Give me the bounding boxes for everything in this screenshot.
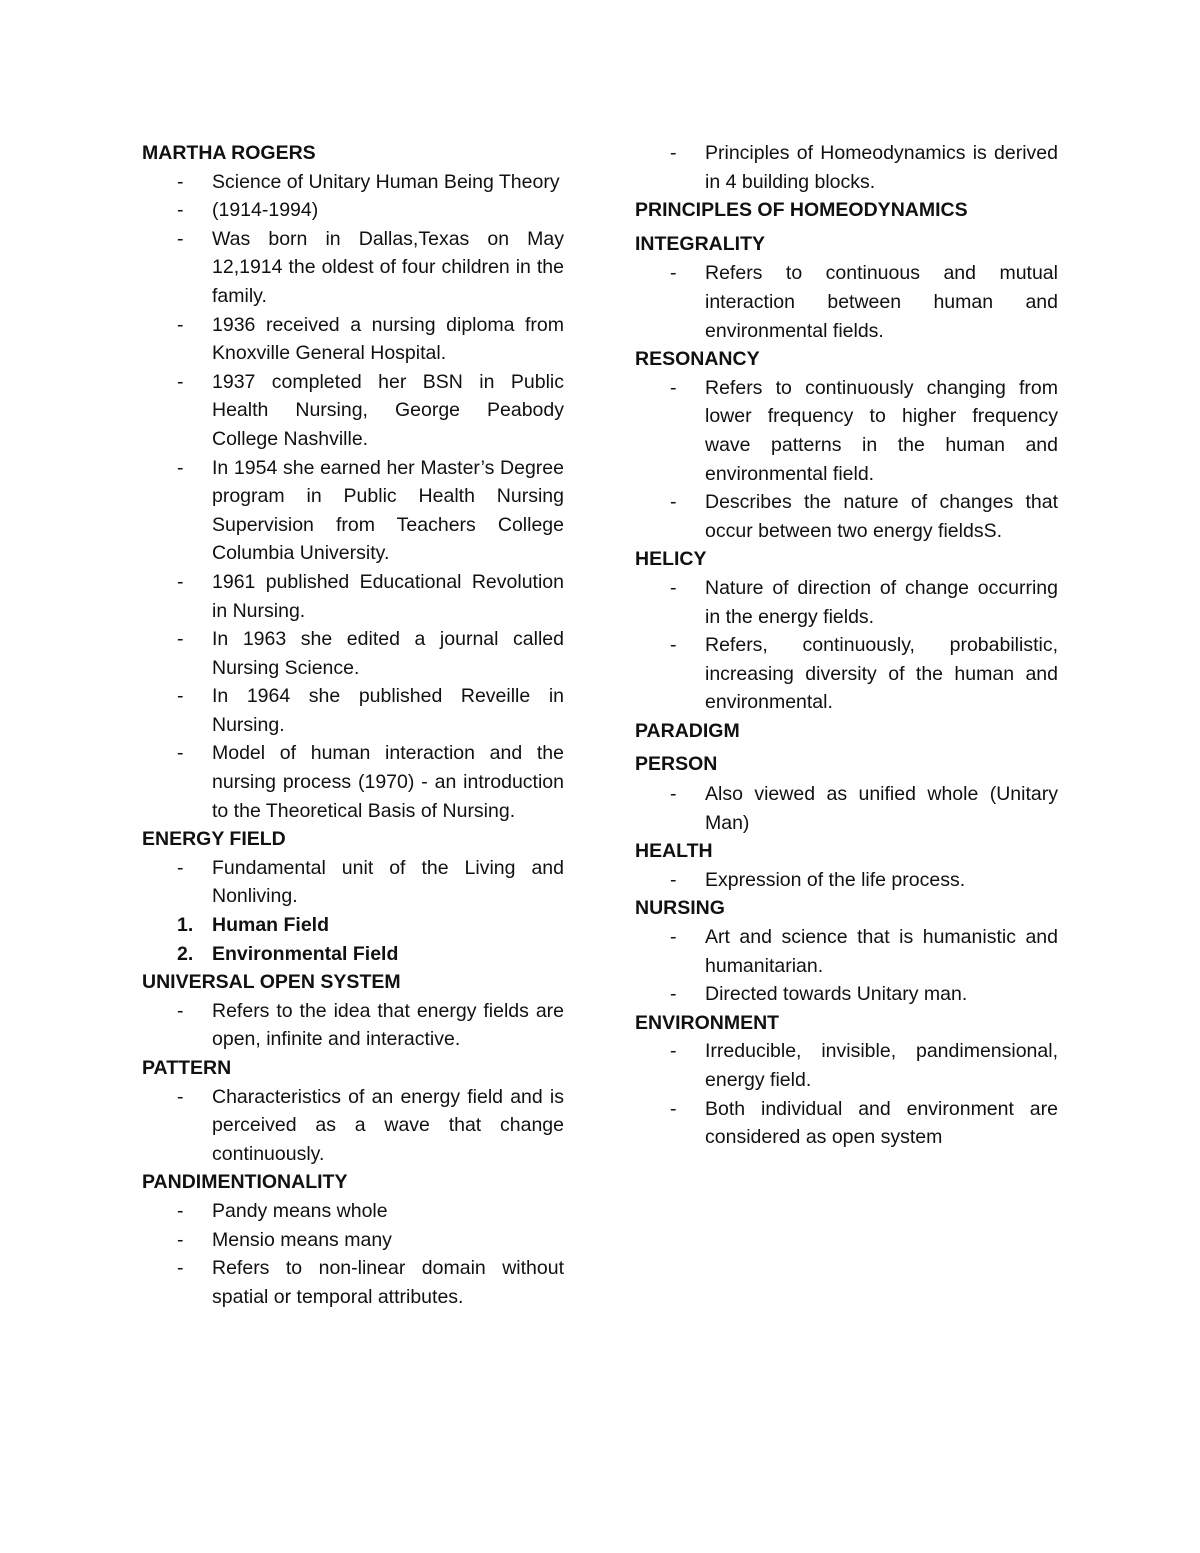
item-number: 1. <box>177 914 194 937</box>
list-item: - 1937 completed her BSN in Public Health Nursing, George Peabody College Nashville. <box>142 368 564 454</box>
person-list <box>635 780 1058 837</box>
list-item: - Expression of the life process. <box>635 866 1058 895</box>
list-item: - Mensio means many <box>142 1226 564 1255</box>
list-item: - Directed towards Unitary man. <box>635 980 1058 1009</box>
item-text: Environmental Field <box>212 942 399 965</box>
section-heading-nursing: NURSING <box>635 897 725 920</box>
section-heading-paradigm: PARADIGM <box>635 719 740 742</box>
list-item: - In 1964 she published Reveille in Nursing. <box>142 682 564 739</box>
environment-list <box>635 1037 1058 1151</box>
item-text: Human Field <box>212 914 330 937</box>
list-item: - Was born in Dallas,Texas on May 12,1914 the oldest of four children in the family. <box>142 225 564 311</box>
integrality-list <box>635 259 1058 345</box>
list-item: - Principles of Homeodynamics is derived in 4 building blocks. <box>635 139 1058 196</box>
right-column <box>635 139 1058 1152</box>
list-item: - 1961 published Educational Revolution in Nursing. <box>142 568 564 625</box>
list-item: - Also viewed as unified whole (Unitary Man) <box>635 780 1058 837</box>
section-heading-person: PERSON <box>635 753 718 776</box>
resonancy-list <box>635 374 1058 546</box>
helicy-list <box>635 574 1058 717</box>
list-item: - Nature of direction of change occurring in the energy fields. <box>635 574 1058 631</box>
document-title: MARTHA ROGERS <box>142 142 316 164</box>
list-item: - Refers, continuously, probabilistic, increasing diversity of the human and environmental. <box>635 631 1058 717</box>
list-item: - Model of human interaction and the nursing process (1970) - an introduction to the Theoretical Basis of Nursing. <box>142 739 564 825</box>
list-item: - Refers to the idea that energy fields are open, infinite and interactive. <box>142 997 564 1054</box>
nursing-list <box>635 923 1058 1009</box>
list-item: - Refers to continuously changing from lower frequency to higher frequency wave patterns in the human and environmental field. <box>635 374 1058 488</box>
section-heading-helicy: HELICY <box>635 548 707 571</box>
section-heading-pandimentionality: PANDIMENTIONALITY <box>142 1171 348 1194</box>
health-list <box>635 866 1058 895</box>
energy-field-numbered-list <box>142 911 564 968</box>
energy-field-list <box>142 854 564 911</box>
list-item: - 1936 received a nursing diploma from Knoxville General Hospital. <box>142 311 564 368</box>
list-item: - In 1954 she earned her Master’s Degree program in Public Health Nursing Supervision from Teachers College Columbia University. <box>142 454 564 568</box>
list-item: - Characteristics of an energy field and is perceived as a wave that change continuously. <box>142 1083 564 1169</box>
list-item: - Science of Unitary Human Being Theory <box>142 168 564 197</box>
section-heading-pattern: PATTERN <box>142 1057 232 1079</box>
numbered-item <box>142 940 564 969</box>
list-item: - Art and science that is humanistic and humanitarian. <box>635 923 1058 980</box>
list-item: - Fundamental unit of the Living and Nonliving. <box>142 854 564 911</box>
intro-list <box>635 139 1058 196</box>
section-heading-resonancy: RESONANCY <box>635 348 760 371</box>
list-item: - In 1963 she edited a journal called Nursing Science. <box>142 625 564 682</box>
section-heading-health: HEALTH <box>635 840 713 863</box>
pattern-list <box>142 1083 564 1169</box>
section-heading-energy-field: ENERGY FIELD <box>142 828 286 851</box>
section-heading-integrality: INTEGRALITY <box>635 232 765 255</box>
section-heading-universal-open-system: UNIVERSAL OPEN SYSTEM <box>142 971 401 994</box>
list-item: - Refers to continuous and mutual interaction between human and environmental fields. <box>635 259 1058 345</box>
numbered-item <box>142 911 564 940</box>
section-heading-environment: ENVIRONMENT <box>635 1011 780 1034</box>
list-item: - Refers to non-linear domain without spatial or temporal attributes. <box>142 1254 564 1311</box>
universal-list <box>142 997 564 1054</box>
list-item: - Pandy means whole <box>142 1197 564 1226</box>
list-item: - Describes the nature of changes that occur between two energy fieldsS. <box>635 488 1058 545</box>
list-item: - Irreducible, invisible, pandimensional, energy field. <box>635 1037 1058 1094</box>
bio-list <box>142 168 564 826</box>
left-column <box>142 139 564 1311</box>
list-item: - (1914-1994) <box>142 196 564 225</box>
list-item: - Both individual and environment are considered as open system <box>635 1095 1058 1152</box>
section-heading-principles: PRINCIPLES OF HOMEODYNAMICS <box>635 199 968 222</box>
item-number: 2. <box>177 942 194 965</box>
pandimentionality-list <box>142 1197 564 1311</box>
